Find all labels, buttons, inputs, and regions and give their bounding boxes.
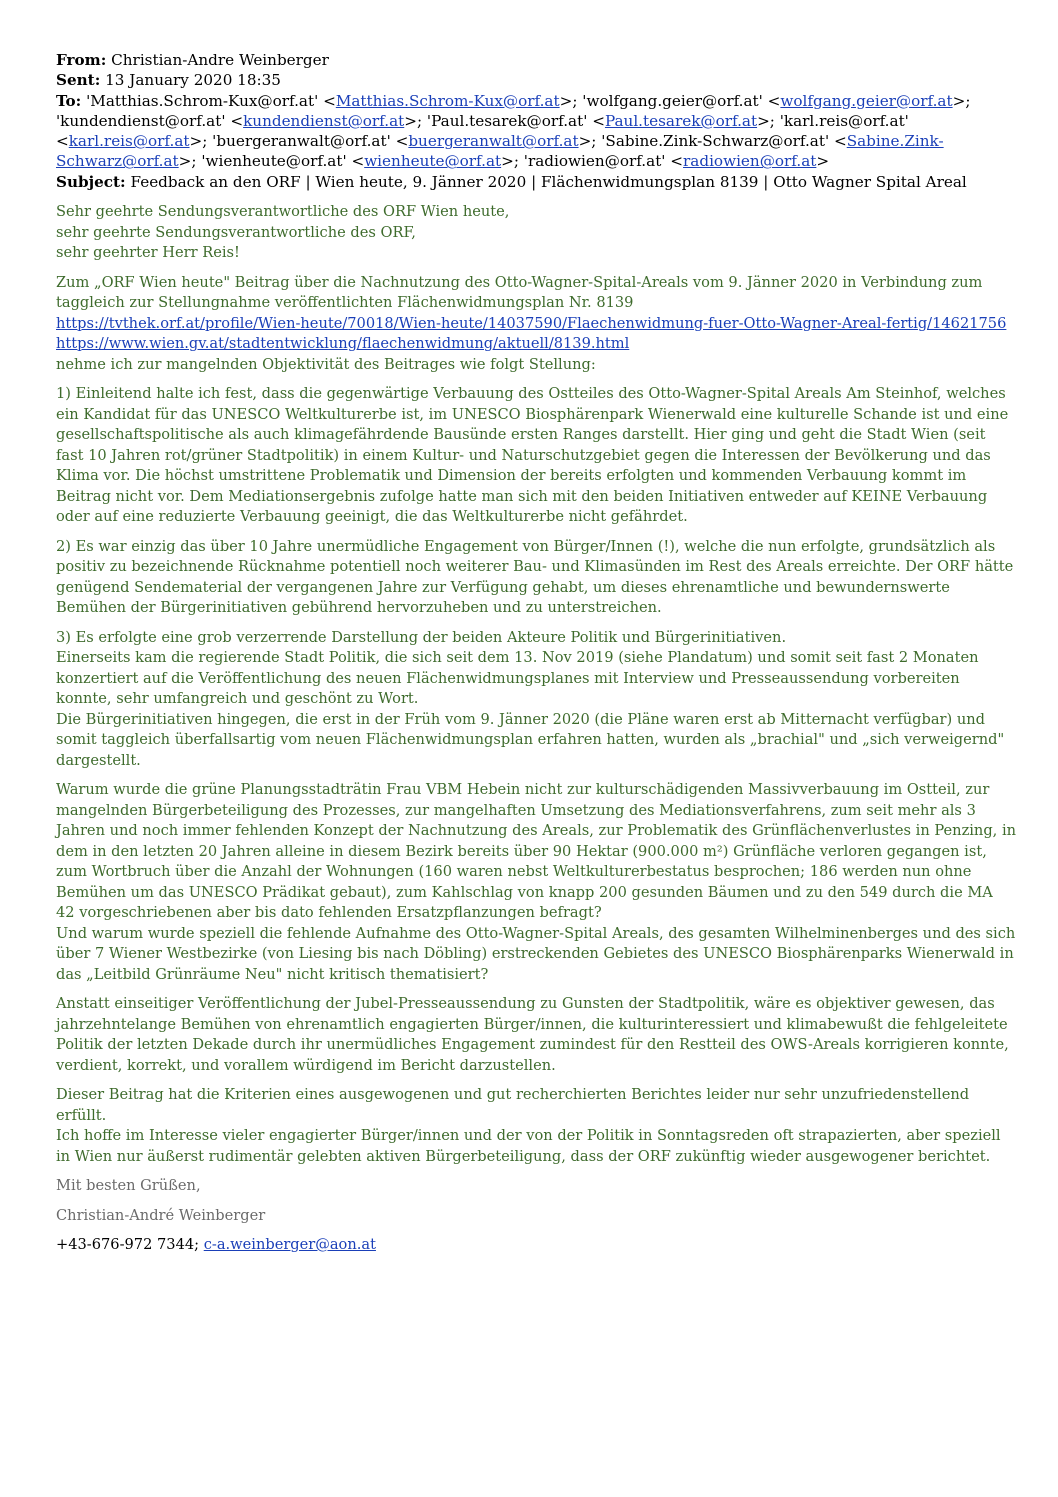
recipient-email-link[interactable]: radiowien@orf.at [683,152,817,171]
paragraph-5: Anstatt einseitiger Veröffentlichung der Jubel-Presseaussendung zu Gunsten der Stadtpolitik, wäre es objektiver gewesen, das jahrzehntelange Bemühen von ehrenamtlich engagierten Bürger/innen, die kulturinteressiert und klimabewußt die fehlgeleitete Politik der letzten Dekade durch ihr unermüdliches Engagement zumindest für den Restteil des OWS-Areals korrigieren konnte, verdient, korrekt, und vorallem würdigend im Bericht darzustellen. [56,995,1009,1074]
subject-line [56,172,1016,192]
signature [56,1176,1016,1226]
intro-paragraph [56,273,1016,376]
greeting [56,202,1016,264]
recipient-name: 'kundendienst@orf.at' [56,111,226,130]
recipient-email-link[interactable]: wienheute@orf.at [364,152,502,171]
recipient-email-link[interactable]: Matthias.Schrom-Kux@orf.at [335,91,560,110]
recipient-name: 'wienheute@orf.at' [201,152,347,171]
intro-text-2: nehme ich zur mangelnden Objektivität des Beitrages wie folgt Stellung: [56,355,596,373]
paragraph-3 [56,628,1016,772]
greeting-line: sehr geehrte Sendungsverantwortliche des ORF, [56,223,416,241]
from-value: Christian-Andre Weinberger [111,51,329,69]
paragraph-4-line: Warum wurde die grüne Planungsstadträtin Frau VBM Hebein nicht zur kulturschädigenden Massivverbauung im Ostteil, zur mangelnden Bürgerbeteiligung des Prozesses, zur mangelhaften Umsetzung des Mediationsverfahrens, zum seit mehr als 3 Jahren und noch immer fehlenden Konzept der Nachnutzung des Areals, zur Problematik des Grünflächenverlustes in Penzing, in dem in den letzten 20 Jahren alleine in diesem Bezirk bereits über 90 Hektar (900.000 m²) Grünfläche verloren gegangen ist, zum Wortbruch über die Anzahl der Wohnungen (160 waren nebst Weltkulturerbestatus besprochen; 186 werden nun ohne Bemühen um das UNESCO Prädikat gebaut), zum Kahlschlag von knapp 200 gesunden Bäumen und zu den 549 durch die MA 42 vorgeschriebenen aber bis dato fehlenden Ersatzpflanzungen befragt? [56,781,1017,922]
paragraph-2: 2) Es war einzig das über 10 Jahre unermüdliche Engagement von Bürger/Innen (!), welche die nun erfolgte, grundsätzlich als positiv zu bezeichnende Rücknahme potentiell noch weiterer Bau- und Klimasünden im Rest des Areals erreichte. Der ORF hätte genügend Sendematerial der vergangenen Jahre zur Verfügung gehabt, um dieses ehrenamtliche und bewundernswerte Bemühen der Bürgerinitiativen gebührend hervorzuheben und zu unterstreichen. [56,537,1014,617]
recipient-name: 'Sabine.Zink-Schwarz@orf.at' [601,132,830,151]
recipient-email-link[interactable]: Paul.tesarek@orf.at [604,111,758,130]
closing: Mit besten Grüßen, [56,1177,201,1195]
sent-line [56,70,1016,90]
paragraph-1: 1) Einleitend halte ich fest, dass die gegenwärtige Verbauung des Ostteiles des Otto-Wagner-Spital Areals Am Steinhof, welches ein Kandidat für das UNESCO Weltkulturerbe ist, im UNESCO Biosphärenpark Wienerwald eine kulturelle Schande ist und eine gesellschaftspolitische als auch klimagefährdende Bausünde ersten Ranges darstellt. Hier ging und geht die Stadt Wien (seit fast 10 Jahren rot/grüner Stadtpolitik) in einem Kultur- und Naturschutzgebiet gegen die Interessen der Bevölkerung und das Klima vor. Die höchst umstrittene Problematik und Dimension der bereits erfolgten und kommenden Verbauung kommt im Beitrag nicht vor. Dem Mediationsergebnis zufolge hatte man sich mit den beiden Initiativen entweder auf KEINE Verbauung oder auf eine reduzierte Verbauung geeinigt, die das Weltkulturerbe nicht gefährdet. [56,385,1009,526]
greeting-line: sehr geehrter Herr Reis! [56,244,240,262]
from-line [56,50,1016,70]
recipient-name: 'Matthias.Schrom-Kux@orf.at' [86,91,319,110]
recipient-email-link[interactable]: wolfgang.geier@orf.at [780,91,953,110]
email-header [56,50,1016,192]
recipient-name: 'buergeranwalt@orf.at' [212,132,391,151]
paragraph-6 [56,1085,1016,1167]
sender-email-link[interactable]: c-a.weinberger@aon.at [203,1236,376,1254]
phone-number: +43-676-972 7344 [56,1236,195,1254]
recipient-name: 'wolfgang.geier@orf.at' [582,91,763,110]
sent-value: 13 January 2020 18:35 [105,71,281,90]
paragraph-4-line: Und warum wurde speziell die fehlende Aufnahme des Otto-Wagner-Spital Areals, des gesamten Wilhelminenberges und des sich über 7 Wiener Westbezirke (von Liesing bis nach Döbling) erstreckenden Gebietes des UNESCO Biosphärenparks Wienerwald in das „Leitbild Grünräume Neu" nicht kritisch thematisiert? [56,924,1016,983]
tvthek-link[interactable]: https://tvthek.orf.at/profile/Wien-heute/70018/Wien-heute/14037590/Flaechenwidmung-fuer-Otto-Wagner-Areal-fertig/14621756 [56,314,1007,332]
recipient-name: 'Paul.tesarek@orf.at' [426,111,588,130]
paragraph-3-line: 3) Es erfolgte eine grob verzerrende Darstellung der beiden Akteure Politik und Bürgerinitiativen. [56,628,787,646]
sent-label: Sent: [56,71,101,90]
subject-value: Feedback an den ORF | Wien heute, 9. Jänner 2020 | Flächenwidmungsplan 8139 | Otto Wagner Spital Areal [130,172,967,191]
recipient-name: 'radiowien@orf.at' [523,152,666,171]
recipient-email-link[interactable]: kundendienst@orf.at [243,111,405,130]
subject-label: Subject: [56,172,126,191]
paragraph-3-line: Einerseits kam die regierende Stadt Politik, die sich seit dem 13. Nov 2019 (siehe Plandatum) und somit seit fast 2 Monaten konzertiert auf die Veröffentlichung des neuen Flächenwidmungsplanes mit Interview und Presseaussendung vorbereiten konnte, sehr umfangreich und geschönt zu Wort. [56,649,979,708]
email-page [56,50,1016,1256]
from-label: From: [56,51,107,69]
email-body [56,202,1016,1167]
recipient-email-link[interactable]: Sabine.Zink-Schwarz@orf.at [56,132,944,171]
paragraph-6-line: Dieser Beitrag hat die Kriterien eines ausgewogenen und gut recherchierten Berichtes leider nur sehr unzufriedenstellend erfüllt. [56,1086,970,1124]
intro-text: Zum „ORF Wien heute" Beitrag über die Nachnutzung des Otto-Wagner-Spital-Areals vom 9. Jänner 2020 in Verbindung zum taggleich zur Stellungnahme veröffentlichten Flächenwidmungsplan Nr. 8139 [56,273,983,312]
paragraph-3-line: Die Bürgerinitiativen hingegen, die erst in der Früh vom 9. Jänner 2020 (die Pläne waren erst ab Mitternacht verfügbar) und somit taggleich überfallsartig vom neuen Flächenwidmungsplan erfahren hatten, wurden als „brachial" und „sich verweigernd" dargestellt. [56,710,1005,769]
recipient-email-link[interactable]: buergeranwalt@orf.at [408,132,579,151]
wien-gv-link[interactable]: https://www.wien.gv.at/stadtentwicklung/flaechenwidmung/aktuell/8139.html [56,335,630,353]
contact-line [56,1235,1016,1256]
sender-name: Christian-André Weinberger [56,1206,266,1224]
contact-separator: ; [194,1236,200,1254]
paragraph-6-line: Ich hoffe im Interesse vieler engagierter Bürger/innen und der von der Politik in Sonntagsreden oft strapazierten, aber speziell in Wien nur äußerst rudimentär gelebten aktiven Bürgerbeteiligung, dass der ORF zukünftig wieder ausgewogener berichtet. [56,1127,1001,1165]
recipient-email-link[interactable]: karl.reis@orf.at [68,132,190,151]
recipient-name: 'karl.reis@orf.at' [779,111,909,130]
greeting-line: Sehr geehrte Sendungsverantwortliche des ORF Wien heute, [56,203,510,221]
to-line [56,91,1016,172]
recipient-list: 'Matthias.Schrom-Kux@orf.at' <Matthias.Schrom-Kux@orf.at>; 'wolfgang.geier@orf.at' <wolfgang.geier@orf.at>; 'kundendienst@orf.at' <kundendienst@orf.at>; 'Paul.tesarek@orf.at' <Paul.tesarek@orf.at>; 'karl.reis@orf.at' <karl.reis@orf.at>; 'buergeranwalt@orf.at' <buergeranwalt@orf.at>; 'Sabine.Zink-Schwarz@orf.at' <Sabine.Zink-Schwarz@orf.at>; 'wienheute@orf.at' <wienheute@orf.at>; 'radiowien@orf.at' <radiowien@orf.at> [56,91,971,171]
paragraph-4 [56,780,1016,985]
to-label: To: [56,91,82,110]
